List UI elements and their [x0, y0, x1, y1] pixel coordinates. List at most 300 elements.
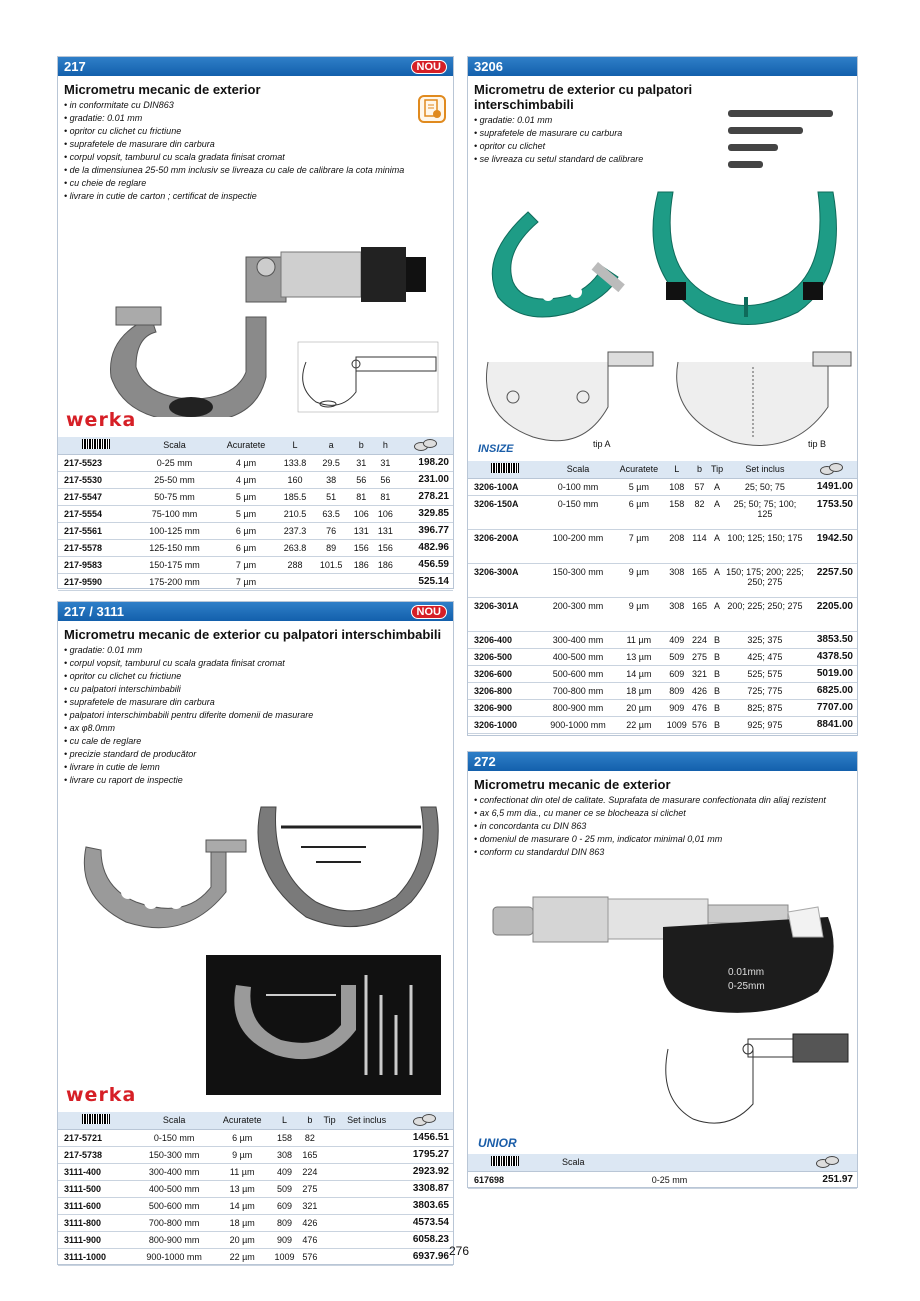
table-row — [58, 539, 453, 556]
cell: 700-800 mm — [134, 1214, 214, 1231]
cell: A — [709, 495, 725, 529]
col-header: L — [277, 437, 313, 454]
price: 7707.00 — [805, 699, 857, 716]
feature-item: • corpul vopsit, tamburul cu scala gradata finisat cromat — [64, 151, 447, 164]
cell: 409 — [664, 631, 690, 648]
cell: 425; 475 — [725, 648, 805, 665]
price: 251.97 — [797, 1171, 857, 1188]
table-row — [468, 597, 857, 631]
product-code: 3206-300A — [468, 563, 542, 597]
cell: 275 — [299, 1180, 321, 1197]
cell: 809 — [270, 1214, 299, 1231]
col-header: Scala — [134, 1112, 214, 1129]
cell: 725; 775 — [725, 682, 805, 699]
cell: 20 µm — [614, 699, 664, 716]
product-title: Micrometru mecanic de exterior — [64, 82, 261, 97]
cell: 14 µm — [214, 1197, 270, 1214]
cell — [349, 573, 373, 590]
cell — [321, 1180, 339, 1197]
type-a-label: tip A — [593, 439, 611, 449]
cell — [373, 573, 397, 590]
feature-item: • livrare in cutie de carton ; certificat de inspectie — [64, 190, 447, 203]
table-row — [58, 1163, 453, 1180]
dimension-drawing-type-a — [473, 337, 658, 452]
cell: 900-1000 mm — [542, 716, 614, 733]
cell: 0-150 mm — [134, 1129, 214, 1146]
feature-item: • suprafetele de masurare cu carbura — [474, 127, 851, 140]
cell: 22 µm — [614, 716, 664, 733]
cell: 51 — [313, 488, 349, 505]
cell: 133.8 — [277, 454, 313, 471]
cell: 509 — [664, 648, 690, 665]
cell — [277, 573, 313, 590]
feature-item: • conform cu standardul DIN 863 — [474, 846, 851, 859]
cell: 224 — [299, 1163, 321, 1180]
cell: 909 — [270, 1231, 299, 1248]
cell — [321, 1214, 339, 1231]
feature-item: • confectionat din otel de calitate. Suprafata de masurare confectionata din aliaj rezistent — [474, 794, 851, 807]
feature-item: • opritor cu clichet cu frictiune — [64, 670, 447, 683]
cell: 158 — [664, 495, 690, 529]
cell: 4 µm — [215, 454, 277, 471]
table-row — [58, 488, 453, 505]
price-table — [58, 1112, 453, 1266]
cell: A — [709, 597, 725, 631]
product-code: 3206-600 — [468, 665, 542, 682]
price-icon — [797, 1154, 857, 1171]
price: 2923.92 — [395, 1163, 453, 1180]
col-header: Acuratete — [214, 1112, 270, 1129]
product-code: 3111-800 — [58, 1214, 134, 1231]
section-code: 217 / 3111 — [64, 604, 125, 619]
cell: 609 — [664, 665, 690, 682]
cell: 925; 975 — [725, 716, 805, 733]
cell — [338, 1214, 394, 1231]
price: 1795.27 — [395, 1146, 453, 1163]
table-row — [468, 1171, 857, 1188]
col-header: Acuratete — [614, 461, 664, 478]
cell: 165 — [690, 597, 709, 631]
cell: 100-125 mm — [134, 522, 215, 539]
cell: 101.5 — [313, 556, 349, 573]
cell: 11 µm — [214, 1163, 270, 1180]
price-table — [468, 461, 857, 734]
cell: 525; 575 — [725, 665, 805, 682]
cell: 131 — [349, 522, 373, 539]
dimension-drawing-type-b — [663, 337, 853, 452]
price: 456.59 — [397, 556, 453, 573]
cell: 131 — [373, 522, 397, 539]
product-code: 3206-200A — [468, 529, 542, 563]
panel-217 — [57, 56, 454, 589]
product-code: 3206-150A — [468, 495, 542, 529]
cell: 321 — [690, 665, 709, 682]
feature-item: • se livreaza cu setul standard de calibrare — [474, 153, 851, 166]
table-row — [58, 1129, 453, 1146]
price: 3853.50 — [805, 631, 857, 648]
cell — [338, 1129, 394, 1146]
micrometer-photo — [66, 802, 451, 942]
cell: 476 — [690, 699, 709, 716]
table-row — [468, 495, 857, 529]
product-code: 217-9590 — [58, 573, 134, 590]
table-row — [468, 478, 857, 495]
table-row — [468, 529, 857, 563]
frame-marking: 0-25mm — [728, 981, 765, 992]
cell: 210.5 — [277, 505, 313, 522]
werka-logo: werka — [66, 1084, 137, 1106]
cell: B — [709, 716, 725, 733]
feature-item: • opritor cu clichet cu frictiune — [64, 125, 447, 138]
table-row — [58, 1214, 453, 1231]
product-code: 217-5530 — [58, 471, 134, 488]
cell: 150-300 mm — [542, 563, 614, 597]
col-header: L — [664, 461, 690, 478]
cell: 108 — [664, 478, 690, 495]
cell: 275 — [690, 648, 709, 665]
feature-item: • gradatie: 0.01 mm — [64, 644, 447, 657]
cell: 609 — [270, 1197, 299, 1214]
cell: 700-800 mm — [542, 682, 614, 699]
cell: 18 µm — [214, 1214, 270, 1231]
cell: 308 — [664, 563, 690, 597]
cell: 9 µm — [614, 563, 664, 597]
cell: 156 — [373, 539, 397, 556]
product-code: 3111-400 — [58, 1163, 134, 1180]
cell: 400-500 mm — [134, 1180, 214, 1197]
cell: 7 µm — [215, 573, 277, 590]
feature-item: • gradatie: 0.01 mm — [64, 112, 447, 125]
cell: 6 µm — [214, 1129, 270, 1146]
product-code: 217-5547 — [58, 488, 134, 505]
product-code: 217-5554 — [58, 505, 134, 522]
cell: 156 — [349, 539, 373, 556]
cell: 165 — [690, 563, 709, 597]
cell — [338, 1146, 394, 1163]
price: 6058.23 — [395, 1231, 453, 1248]
table-row — [468, 631, 857, 648]
price-icon — [805, 461, 857, 478]
cell: A — [709, 563, 725, 597]
col-header: b — [349, 437, 373, 454]
cell: A — [709, 529, 725, 563]
insize-logo: INSIZE — [478, 443, 514, 455]
price: 198.20 — [397, 454, 453, 471]
feature-item: • cu cheie de reglare — [64, 177, 447, 190]
cell: 200-300 mm — [542, 597, 614, 631]
cell: 56 — [373, 471, 397, 488]
product-code: 3111-500 — [58, 1180, 134, 1197]
cell: 100-200 mm — [542, 529, 614, 563]
price: 278.21 — [397, 488, 453, 505]
price: 5019.00 — [805, 665, 857, 682]
price: 1753.50 — [805, 495, 857, 529]
cell: 57 — [690, 478, 709, 495]
cell: 409 — [270, 1163, 299, 1180]
cell: 1009 — [664, 716, 690, 733]
price: 4573.54 — [395, 1214, 453, 1231]
cell: 5 µm — [614, 478, 664, 495]
col-header: Acuratete — [215, 437, 277, 454]
cell: 22 µm — [214, 1248, 270, 1265]
product-code: 3111-1000 — [58, 1248, 134, 1265]
cell: 50-75 mm — [134, 488, 215, 505]
cell — [321, 1129, 339, 1146]
col-header: L — [270, 1112, 299, 1129]
cell: 0-25 mm — [542, 1171, 797, 1188]
section-header: 272 — [468, 752, 857, 771]
cell: 0-150 mm — [542, 495, 614, 529]
product-code: 217-5561 — [58, 522, 134, 539]
col-header: b — [690, 461, 709, 478]
feature-list — [58, 99, 453, 203]
cell: 114 — [690, 529, 709, 563]
cell: 0-25 mm — [134, 454, 215, 471]
cell: 158 — [270, 1129, 299, 1146]
cell: 809 — [664, 682, 690, 699]
price-icon — [395, 1112, 453, 1129]
table-row — [58, 1231, 453, 1248]
cell: 18 µm — [614, 682, 664, 699]
cell: B — [709, 682, 725, 699]
micrometer-drawing — [658, 1024, 853, 1134]
cell: 500-600 mm — [134, 1197, 214, 1214]
cell: 106 — [373, 505, 397, 522]
cell: 308 — [270, 1146, 299, 1163]
feature-list — [58, 644, 453, 787]
col-header: Scala — [542, 1154, 797, 1171]
price: 2257.50 — [805, 563, 857, 597]
cell: 20 µm — [214, 1231, 270, 1248]
table-row — [468, 682, 857, 699]
product-code: 3111-600 — [58, 1197, 134, 1214]
feature-item: • ax 6,5 mm dia., cu maner ce se blocheaza si clichet — [474, 807, 851, 820]
cell: 63.5 — [313, 505, 349, 522]
cell: 7 µm — [614, 529, 664, 563]
product-code: 3111-900 — [58, 1231, 134, 1248]
frame-marking: 0.01mm — [728, 967, 765, 978]
cell: 6 µm — [215, 522, 277, 539]
cell: 81 — [349, 488, 373, 505]
section-header — [58, 602, 453, 621]
cell — [321, 1163, 339, 1180]
price-icon — [397, 437, 453, 454]
cell — [321, 1248, 339, 1265]
table-row — [58, 1146, 453, 1163]
product-code: 3206-800 — [468, 682, 542, 699]
cell — [338, 1197, 394, 1214]
cell — [321, 1231, 339, 1248]
price: 1491.00 — [805, 478, 857, 495]
cell: 263.8 — [277, 539, 313, 556]
price: 396.77 — [397, 522, 453, 539]
cell: 31 — [373, 454, 397, 471]
col-header: Scala — [134, 437, 215, 454]
product-code: 3206-100A — [468, 478, 542, 495]
cell: 6 µm — [215, 539, 277, 556]
cell: 300-400 mm — [134, 1163, 214, 1180]
table-row — [58, 1248, 453, 1265]
product-code: 3206-400 — [468, 631, 542, 648]
cell: 576 — [299, 1248, 321, 1265]
price: 1942.50 — [805, 529, 857, 563]
col-header: Set inclus — [725, 461, 805, 478]
cell: 909 — [664, 699, 690, 716]
cell: 476 — [299, 1231, 321, 1248]
cell: 237.3 — [277, 522, 313, 539]
cell: 325; 375 — [725, 631, 805, 648]
cell: 165 — [299, 1146, 321, 1163]
feature-item: • de la dimensiunea 25-50 mm inclusiv se livreaza cu cale de calibrare la cota minima — [64, 164, 447, 177]
cell — [321, 1146, 339, 1163]
price: 482.96 — [397, 539, 453, 556]
cell: 7 µm — [215, 556, 277, 573]
price: 231.00 — [397, 471, 453, 488]
cell — [321, 1197, 339, 1214]
cell: 500-600 mm — [542, 665, 614, 682]
cell: 900-1000 mm — [134, 1248, 214, 1265]
panel-272 — [467, 751, 858, 1188]
table-row — [58, 1180, 453, 1197]
product-code: 3206-500 — [468, 648, 542, 665]
micrometer-drawing — [286, 332, 451, 422]
price: 3803.65 — [395, 1197, 453, 1214]
table-row — [58, 556, 453, 573]
col-header: b — [299, 1112, 321, 1129]
cell: 576 — [690, 716, 709, 733]
price: 525.14 — [397, 573, 453, 590]
cell: 800-900 mm — [542, 699, 614, 716]
cell: 106 — [349, 505, 373, 522]
cell — [313, 573, 349, 590]
table-row — [468, 699, 857, 716]
col-header: Tip — [709, 461, 725, 478]
product-code: 217-5523 — [58, 454, 134, 471]
cell: B — [709, 648, 725, 665]
micrometer-type-b-photo — [638, 182, 853, 332]
cell: 9 µm — [214, 1146, 270, 1163]
col-header: Set inclus — [338, 1112, 394, 1129]
col-header: h — [373, 437, 397, 454]
feature-item: • cu cale de reglare — [64, 735, 447, 748]
cell: 426 — [690, 682, 709, 699]
cell: 38 — [313, 471, 349, 488]
feature-item: • in conformitate cu DIN863 — [64, 99, 447, 112]
cell: 56 — [349, 471, 373, 488]
section-code: 217 — [64, 59, 86, 74]
cell: B — [709, 699, 725, 716]
price: 4378.50 — [805, 648, 857, 665]
price: 3308.87 — [395, 1180, 453, 1197]
price: 1456.51 — [395, 1129, 453, 1146]
cell: A — [709, 478, 725, 495]
table-row — [58, 454, 453, 471]
cell: 13 µm — [214, 1180, 270, 1197]
table-row — [58, 573, 453, 590]
cell: 5 µm — [215, 505, 277, 522]
cell: 25; 50; 75; 100; 125 — [725, 495, 805, 529]
product-code: 617698 — [468, 1171, 542, 1188]
barcode-icon — [58, 437, 134, 454]
price: 6937.96 — [395, 1248, 453, 1265]
cell: 125-150 mm — [134, 539, 215, 556]
table-row — [58, 522, 453, 539]
product-code: 3206-900 — [468, 699, 542, 716]
product-title: Micrometru de exterior cu palpatori interschimbabili — [474, 82, 693, 112]
section-header: 3206 — [468, 57, 857, 76]
cell: B — [709, 631, 725, 648]
cell: 1009 — [270, 1248, 299, 1265]
table-row — [468, 716, 857, 733]
table-row — [468, 665, 857, 682]
feature-item: • cu palpatori interschimbabili — [64, 683, 447, 696]
feature-item: • livrare in cutie de lemn — [64, 761, 447, 774]
barcode-icon — [58, 1112, 134, 1129]
cell: 800-900 mm — [134, 1231, 214, 1248]
table-row — [58, 471, 453, 488]
col-header: a — [313, 437, 349, 454]
feature-list — [468, 794, 857, 859]
table-row — [58, 1197, 453, 1214]
cell: 308 — [664, 597, 690, 631]
product-code: 3206-301A — [468, 597, 542, 631]
panel-3206 — [467, 56, 858, 736]
feature-item: • opritor cu clichet — [474, 140, 851, 153]
cell: 29.5 — [313, 454, 349, 471]
cell: 82 — [690, 495, 709, 529]
cell: 100; 125; 150; 175 — [725, 529, 805, 563]
cell: 11 µm — [614, 631, 664, 648]
cell — [338, 1231, 394, 1248]
anvil-set-photo — [718, 102, 848, 177]
cell: 150-300 mm — [134, 1146, 214, 1163]
cell: 13 µm — [614, 648, 664, 665]
product-title: Micrometru mecanic de exterior — [474, 777, 671, 792]
price-table — [468, 1154, 857, 1189]
cell: 200; 225; 250; 275 — [725, 597, 805, 631]
price: 2205.00 — [805, 597, 857, 631]
micrometer-set-case-photo — [206, 955, 441, 1095]
cell: 288 — [277, 556, 313, 573]
cell: 14 µm — [614, 665, 664, 682]
feature-item: • in concordanta cu DIN 863 — [474, 820, 851, 833]
cell: 208 — [664, 529, 690, 563]
cell: 825; 875 — [725, 699, 805, 716]
cell: 300-400 mm — [542, 631, 614, 648]
cell: 321 — [299, 1197, 321, 1214]
cell: 509 — [270, 1180, 299, 1197]
new-badge: NOU — [411, 605, 447, 619]
cell — [338, 1248, 394, 1265]
cell: 4 µm — [215, 471, 277, 488]
cell — [338, 1180, 394, 1197]
cell: 150-175 mm — [134, 556, 215, 573]
cell — [338, 1163, 394, 1180]
feature-item: • corpul vopsit, tamburul cu scala gradata finisat cromat — [64, 657, 447, 670]
feature-item: • suprafetele de masurare din carbura — [64, 696, 447, 709]
cell: 31 — [349, 454, 373, 471]
barcode-icon — [468, 461, 542, 478]
cell: B — [709, 665, 725, 682]
cell: 81 — [373, 488, 397, 505]
table-row — [468, 648, 857, 665]
section-header — [58, 57, 453, 76]
cell: 175-200 mm — [134, 573, 215, 590]
cell: 25; 50; 75 — [725, 478, 805, 495]
product-code: 3206-1000 — [468, 716, 542, 733]
price: 329.85 — [397, 505, 453, 522]
cell: 75-100 mm — [134, 505, 215, 522]
